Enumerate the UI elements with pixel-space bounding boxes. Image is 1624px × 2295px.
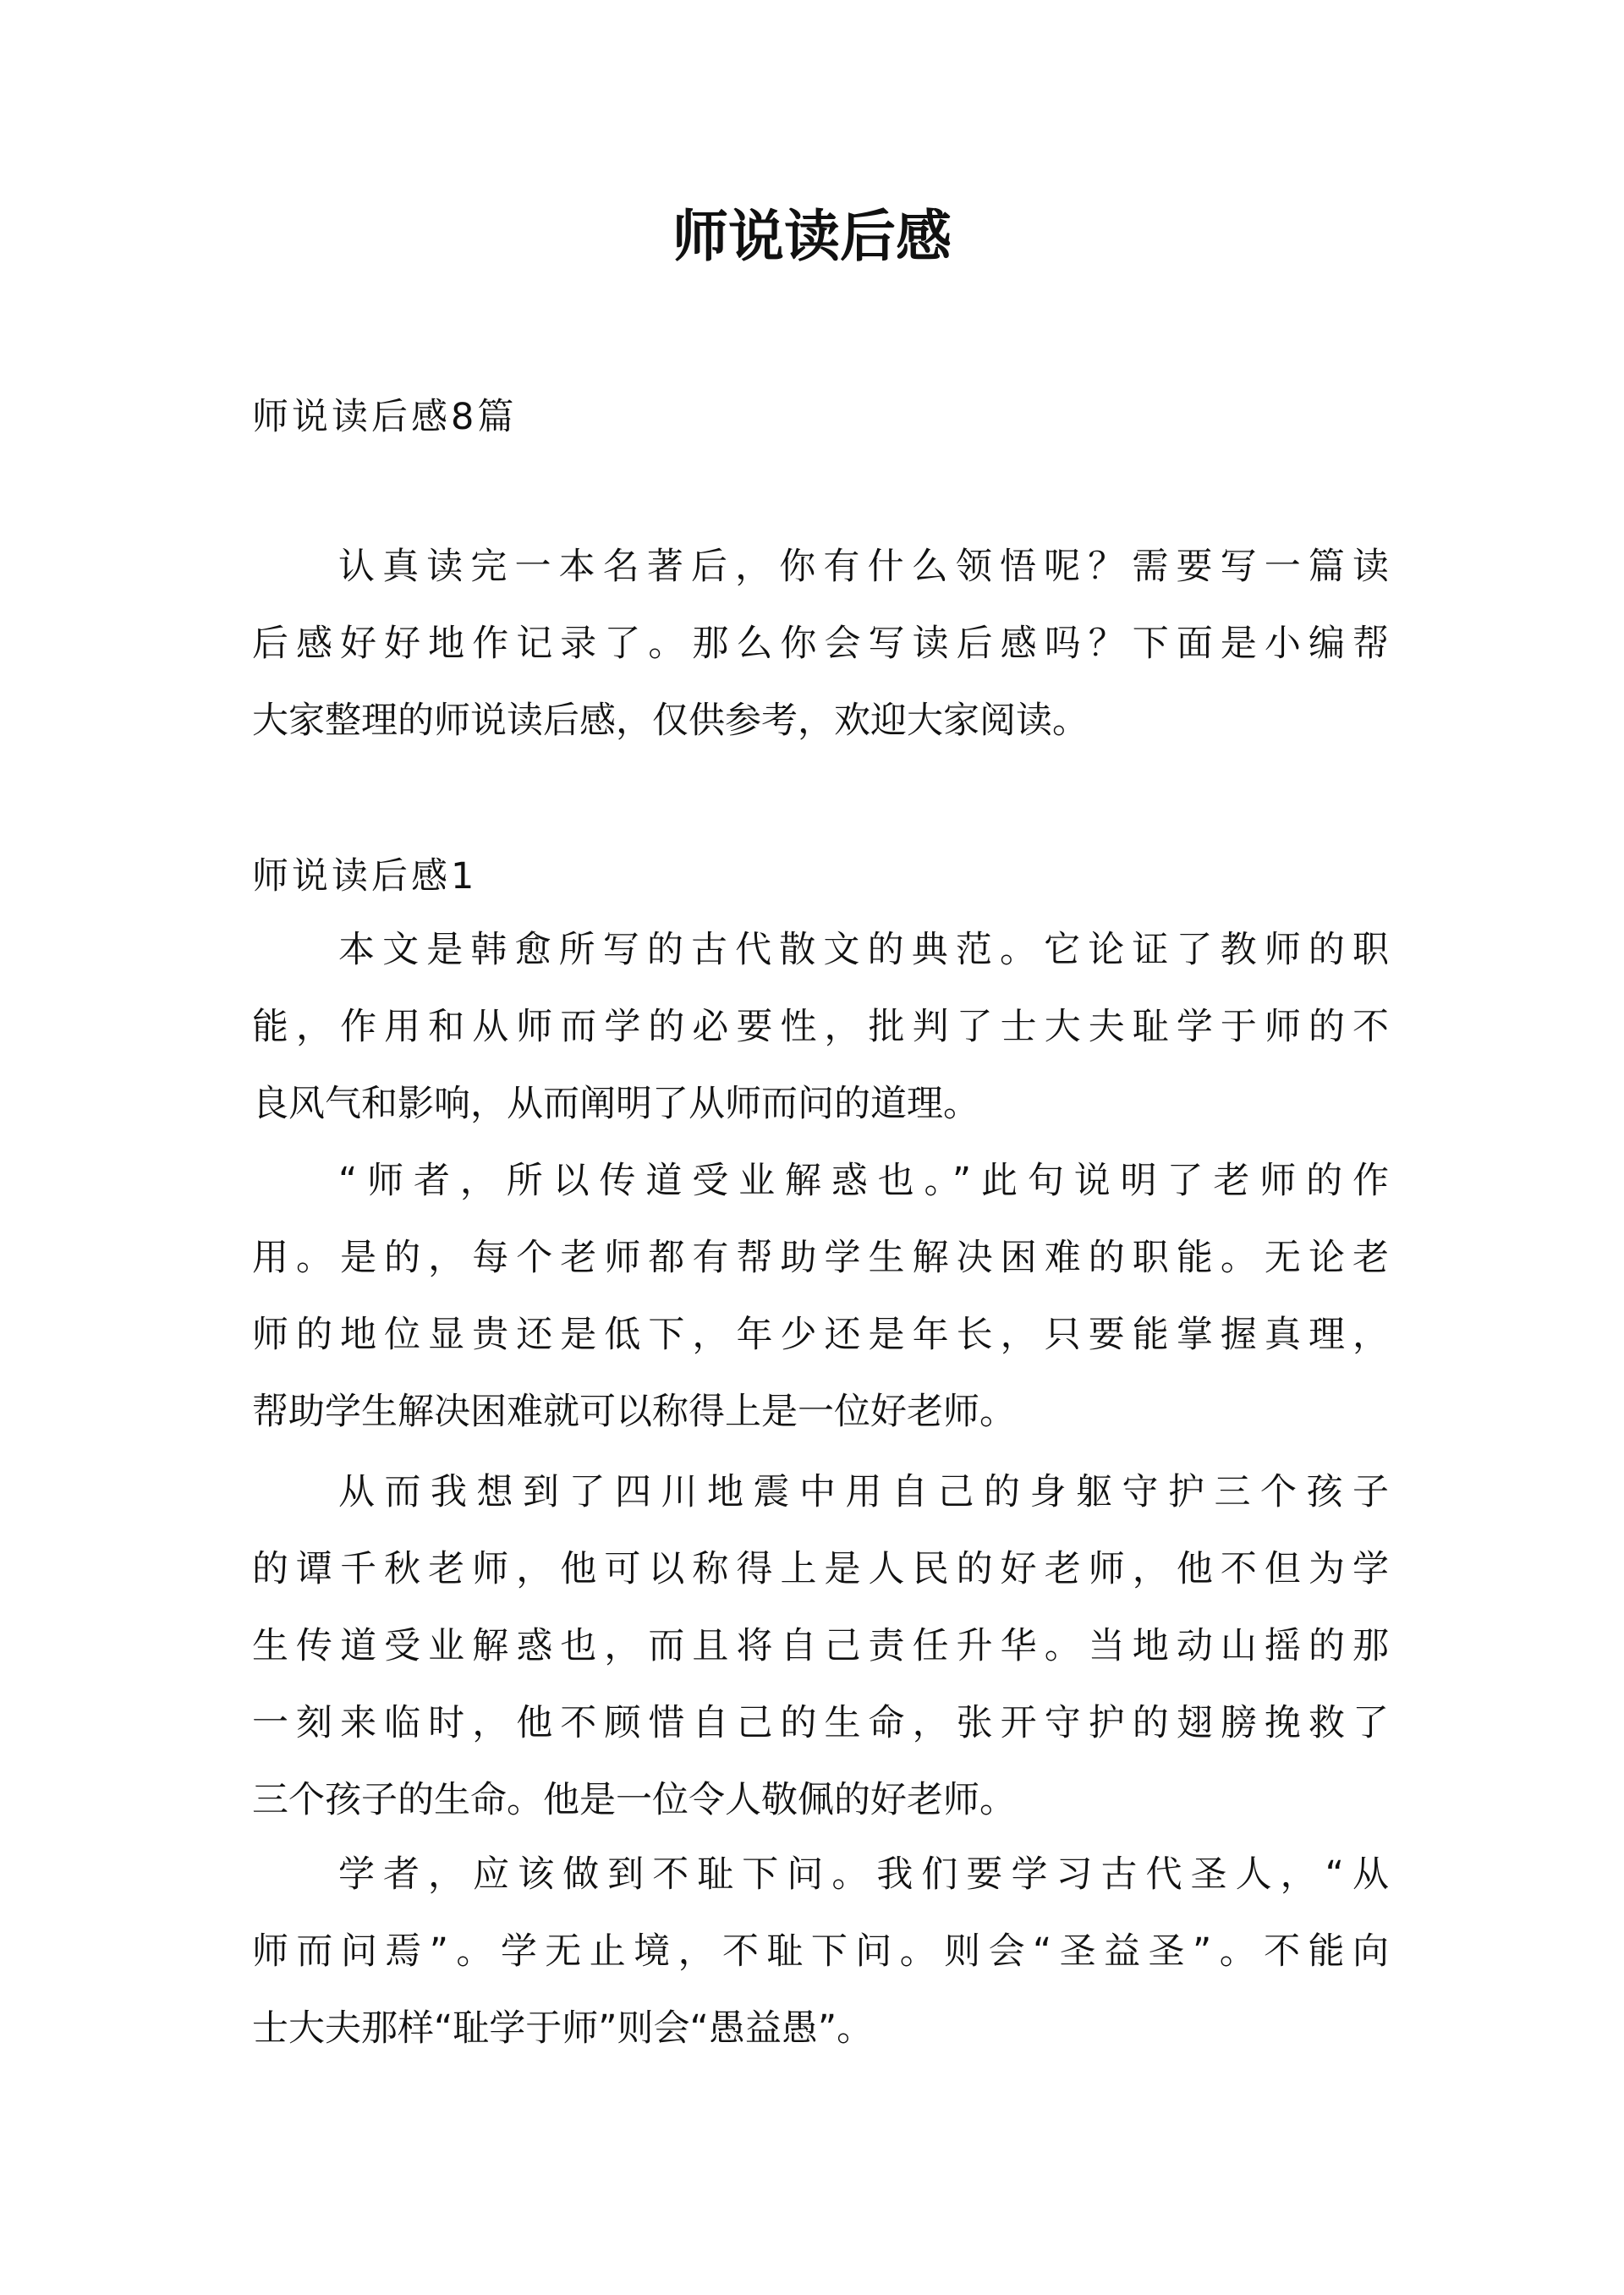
paragraph-line: “师者，所以传道受业解惑也。”此句说明了老师的作 [338,1160,1389,1202]
paragraph-line: 三个孩子的生命。他是一位令人敬佩的好老师。 [252,1779,1016,1821]
paragraph-line: 师的地位显贵还是低下，年少还是年长，只要能掌握真理， [252,1314,1389,1356]
paragraph-line: 大家整理的师说读后感，仅供参考，欢迎大家阅读。 [252,700,1089,742]
paragraph-line: 从而我想到了四川地震中用自己的身躯守护三个孩子 [338,1471,1389,1513]
intro-paragraph [252,529,1389,760]
paragraph-line: 的谭千秋老师，他可以称得上是人民的好老师，他不但为学 [252,1548,1389,1590]
body-paragraph [252,1143,1389,1451]
body-paragraph [252,912,1389,1143]
section-heading-text: 师说读后感1 [252,855,478,898]
paragraph-line: 良风气和影响，从而阐明了从师而问的道理。 [252,1083,979,1125]
document-subtitle [252,379,1389,456]
subtitle-text: 师说读后感8篇 [252,396,518,438]
paragraph-line: 后感好好地作记录了。那么你会写读后感吗？下面是小编帮 [252,623,1389,665]
paragraph-line: 本文是韩愈所写的古代散文的典范。它论证了教师的职 [338,929,1389,971]
document-title: 师说读后感 [672,204,952,269]
paragraph-line: 师而问焉”。学无止境，不耻下问。则会“圣益圣”。不能向 [252,1930,1389,1973]
paragraph-line: 一刻来临时，他不顾惜自己的生命，张开守护的翅膀挽救了 [252,1702,1389,1744]
paragraph-line: 能，作用和从师而学的必要性，批判了士大夫耻学于师的不 [252,1006,1389,1048]
paragraph-line: 生传道受业解惑也，而且将自己责任升华。当地动山摇的那 [252,1625,1389,1667]
paragraph-line: 认真读完一本名著后，你有什么领悟呢？需要写一篇读 [338,546,1389,588]
section-heading [252,838,1389,915]
body-paragraph [252,1837,1389,2067]
body-paragraph [252,1454,1389,1839]
paragraph-line: 帮助学生解决困难就可以称得上是一位好老师。 [252,1391,1016,1433]
paragraph-line: 用。是的，每个老师都有帮助学生解决困难的职能。无论老 [252,1237,1389,1279]
paragraph-line: 学者，应该做到不耻下问。我们要学习古代圣人，“从 [338,1853,1389,1896]
paragraph-line: 士大夫那样“耻学于师”则会“愚益愚”。 [252,2007,874,2050]
